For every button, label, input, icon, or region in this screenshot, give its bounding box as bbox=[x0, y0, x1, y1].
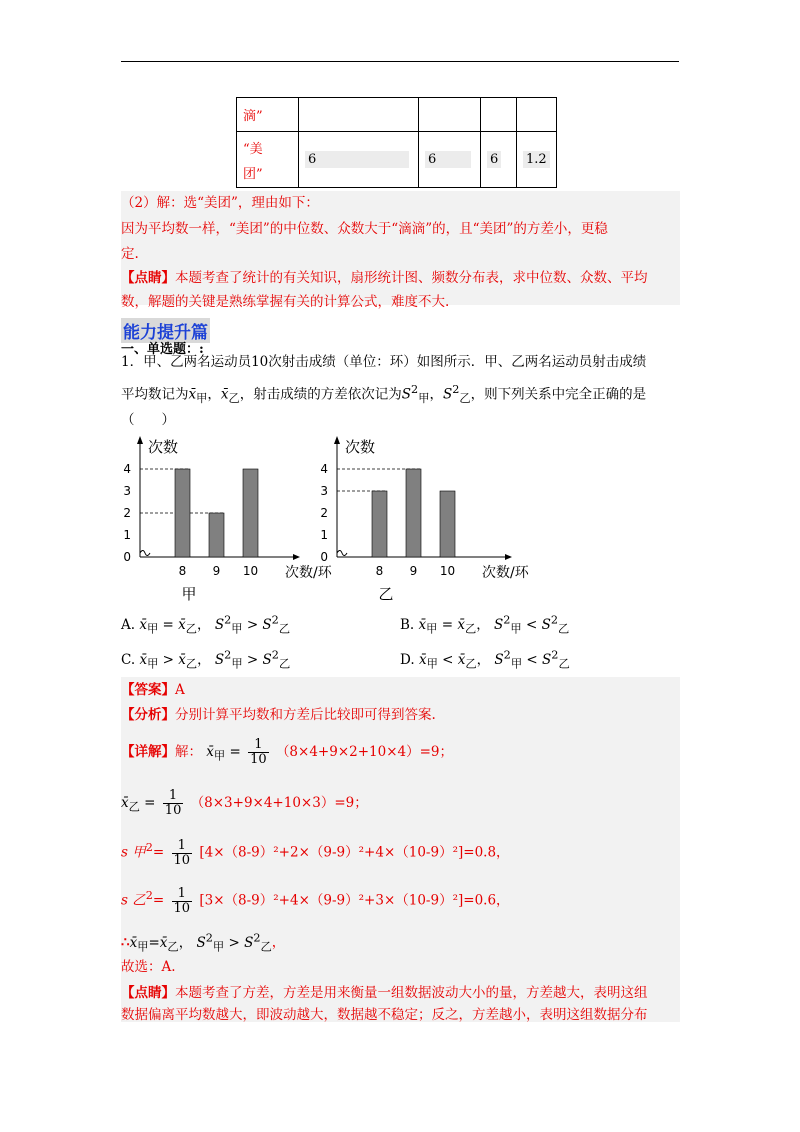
x-tick-label: 8 bbox=[178, 564, 187, 578]
bar-chart-jia bbox=[118, 432, 332, 603]
y-tick-label: 0 bbox=[123, 550, 131, 564]
option-d[interactable]: D. $x̄_甲$ < $x̄_乙$， $S^2_甲 < S^2_乙$ bbox=[400, 648, 570, 671]
question-text: 平均数记为$x̄_甲$，$x̄_乙$，射击成绩的方差依次记为$S^2_甲$，$S^2_乙$，则下列关系中完全正确的是 bbox=[121, 383, 647, 406]
y-axis-arrow bbox=[334, 436, 340, 444]
x-tick-label: 8 bbox=[375, 564, 384, 578]
table-cell: 6 bbox=[305, 151, 409, 168]
bar-chart-yi bbox=[315, 432, 530, 602]
x-axis-arrow bbox=[293, 554, 300, 560]
comment-line: 数，解题的关键是熟练掌握有关的计算公式，难度不大. bbox=[121, 294, 450, 310]
y-tick-label: 1 bbox=[123, 528, 131, 542]
x-axis-arrow bbox=[505, 554, 512, 560]
detail-mean-jia: 【详解】解： $x̄_甲$ = $\frac{1}{10}$ （8×4+9×2+10×4）=9； bbox=[121, 737, 454, 767]
header-rule bbox=[121, 61, 679, 62]
x-tick-label: 9 bbox=[409, 564, 418, 578]
detail-conclusion: $\therefore x̄_甲=x̄_乙$， $S^2_甲 > S^2_乙$， bbox=[121, 931, 286, 954]
y-tick-label: 4 bbox=[123, 462, 131, 476]
y-tick-label: 0 bbox=[320, 550, 328, 564]
data-table bbox=[236, 97, 557, 188]
y-tick-label: 2 bbox=[320, 506, 328, 520]
bar-8 bbox=[372, 491, 387, 557]
axis-break-mark bbox=[337, 551, 347, 556]
solution-line: 定. bbox=[121, 246, 139, 262]
comment-line: 【点睛】本题考查了统计的有关知识，扇形统计图、频数分布表，求中位数、众数、平均 bbox=[121, 270, 648, 286]
x-tick-label: 9 bbox=[212, 564, 221, 578]
bar-8 bbox=[175, 469, 190, 557]
option-a[interactable]: A. $x̄_甲$ = $x̄_乙$， $S^2_甲 > S^2_乙$ bbox=[121, 613, 291, 636]
bar-10 bbox=[440, 491, 455, 557]
solution-line: 因为平均数一样，“美团”的中位数、众数大于“滴滴”的，且“美团”的方差小，更稳 bbox=[121, 221, 608, 237]
solution-line: （2）解：选“美团”，理由如下： bbox=[121, 195, 319, 211]
question-text: 1．甲、乙两名运动员10次射击成绩（单位：环）如图所示．甲、乙两名运动员射击成绩 bbox=[121, 354, 647, 370]
option-c[interactable]: C. $x̄_甲$ > $x̄_乙$， $S^2_甲 > S^2_乙$ bbox=[121, 648, 291, 671]
fraction: $\frac{1}{10}$ bbox=[250, 737, 267, 767]
fraction: $\frac{1}{10}$ bbox=[164, 788, 182, 818]
section-subtitle: 一、单选题：: bbox=[121, 342, 204, 357]
chart-title: 乙 bbox=[378, 585, 394, 603]
x-tick-label: 10 bbox=[439, 564, 456, 578]
y-tick-label: 3 bbox=[320, 484, 328, 498]
question-blank: （ ） bbox=[121, 412, 175, 428]
table-cell: 6 bbox=[425, 151, 471, 168]
analysis-line: 【分析】分别计算平均数和方差后比较即可得到答案. bbox=[121, 707, 436, 723]
x-axis-label: 次数/环 bbox=[482, 565, 529, 581]
axis-break-mark bbox=[140, 551, 150, 556]
y-tick-label: 2 bbox=[123, 506, 131, 520]
y-tick-label: 1 bbox=[320, 528, 328, 542]
fraction: $\frac{1}{10}$ bbox=[173, 885, 191, 916]
y-axis-label: 次数 bbox=[345, 438, 376, 456]
table-row-label: 滴” bbox=[237, 98, 299, 132]
answer-line: 【答案】A bbox=[121, 682, 185, 698]
detail-choose: 故选：A. bbox=[121, 959, 176, 975]
chart-title: 甲 bbox=[181, 585, 197, 603]
bar-9 bbox=[209, 513, 224, 557]
bar-9 bbox=[406, 469, 421, 557]
table-cell: 6 bbox=[487, 151, 501, 168]
table-cell: 1.2 bbox=[523, 151, 550, 168]
bar-10 bbox=[243, 469, 258, 557]
detail-mean-yi: $x̄_乙$ = $\frac{1}{10}$ （8×3+9×4+10×3）=9； bbox=[121, 788, 368, 818]
x-tick-label: 10 bbox=[242, 564, 259, 578]
y-axis-arrow bbox=[137, 436, 143, 444]
section-title: 能力提升篇 bbox=[121, 318, 210, 343]
comment-line: 数据偏离平均数越大，即波动越大，数据越不稳定；反之，方差越小，表明这组数据分布 bbox=[121, 1007, 648, 1023]
y-tick-label: 3 bbox=[123, 484, 131, 498]
x-axis-label: 次数/环 bbox=[285, 565, 332, 581]
detail-var-jia: s 甲$^2$= $\frac{1}{10}$ [4×（8-9）²+2×（9-9）²+4×（10-9）²]=0.8， bbox=[121, 837, 510, 868]
comment-line: 【点睛】本题考查了方差，方差是用来衡量一组数据波动大小的量，方差越大，表明这组 bbox=[121, 985, 648, 1001]
option-b[interactable]: B. $x̄_甲$ = $x̄_乙$， $S^2_甲 < S^2_乙$ bbox=[400, 613, 570, 636]
detail-var-yi: s 乙$^2$= $\frac{1}{10}$ [3×（8-9）²+4×（9-9）²+3×（10-9）²]=0.6， bbox=[121, 885, 510, 916]
y-tick-label: 4 bbox=[320, 462, 328, 476]
table-row-label: “美 团” bbox=[237, 132, 299, 188]
y-axis-label: 次数 bbox=[148, 438, 179, 456]
fraction: $\frac{1}{10}$ bbox=[173, 837, 191, 868]
